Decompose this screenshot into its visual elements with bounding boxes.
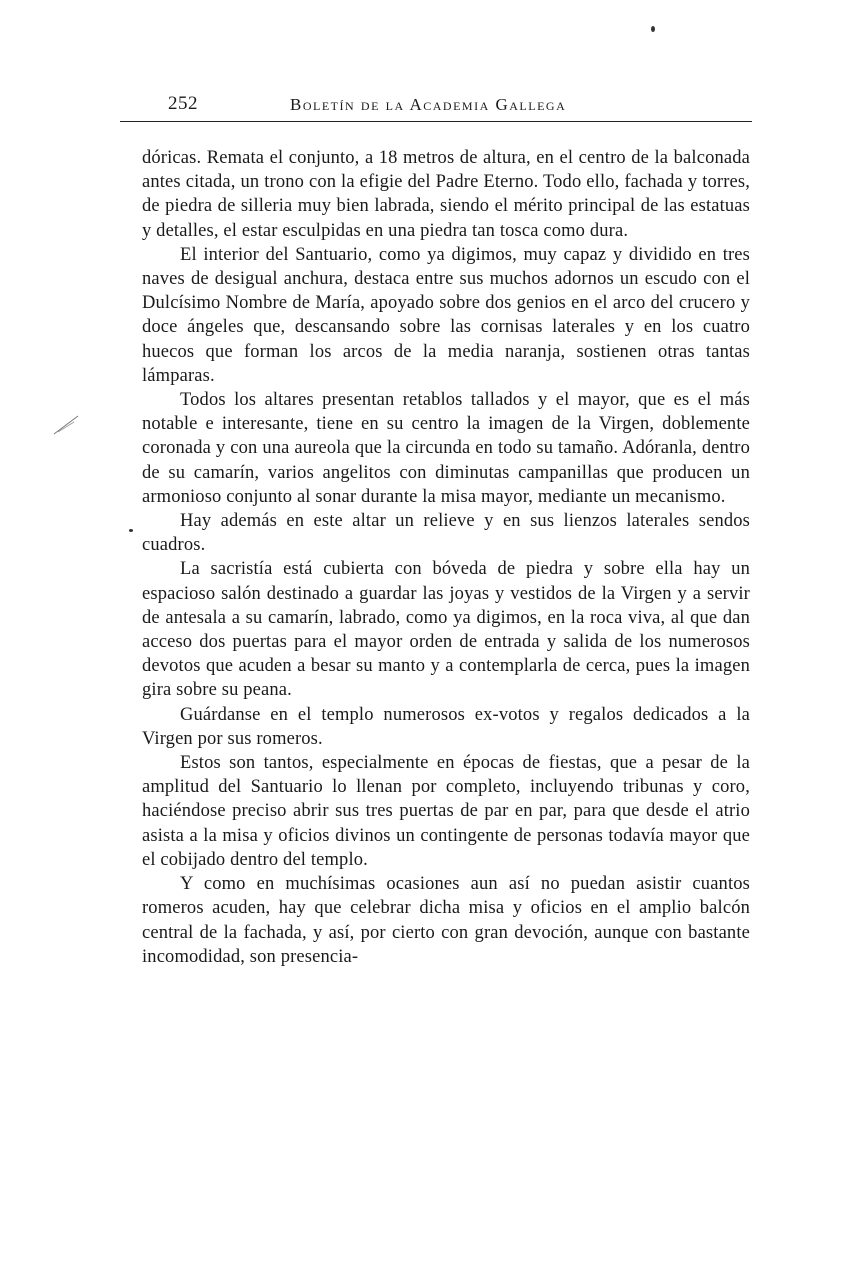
running-header xyxy=(120,93,752,122)
running-title: Boletín de la Academia Gallega xyxy=(290,95,567,114)
page-number: 252 xyxy=(168,93,198,114)
paragraph-7: Estos son tantos, especialmente en épocas de fiestas, que a pesar de la amplitud del Santuario lo llenan por completo, incluyendo tribunas y coro, haciéndose preciso abrir sus tres puertas de par en par, para que desde el atrio asista a la misa y oficios divinos un contingente de personas todavía mayor que el cobijado dentro del templo. xyxy=(142,753,750,870)
body-text xyxy=(142,146,750,969)
ink-speck xyxy=(129,529,133,532)
paragraph-8: Y como en muchísimas ocasiones aun así no puedan asistir cuantos romeros acuden, hay que celebrar dicha misa y oficios en el amplio balcón central de la fachada, y así, por cierto con gran devoción, aunque con bastante incomodidad, son presencia- xyxy=(142,874,750,967)
paragraph-4: Hay además en este altar un relieve y en sus lienzos laterales sendos cuadros. xyxy=(142,511,750,556)
paragraph-2: El interior del Santuario, como ya digimos, muy capaz y dividido en tres naves de desigual anchura, destaca entre sus muchos adornos un escudo con el Dulcísimo Nombre de María, apoyado sobre dos genios en el arco del crucero y doce ángeles que, descansando sobre las cornisas laterales y en los cuatro huecos que forman los arcos de la media naranja, sostienen otras tantas lámparas. xyxy=(142,244,750,386)
margin-mark xyxy=(52,412,82,436)
paragraph-1: dóricas. Remata el conjunto, a 18 metros de altura, en el centro de la balconada antes citada, un trono con la efigie del Padre Eterno. Todo ello, fachada y torres, de piedra de silleria muy bien labrada, siendo el mérito principal de las estatuas y detalles, el estar esculpidas en una piedra tan tosca como dura. xyxy=(142,148,750,241)
paragraph-3: Todos los altares presentan retablos tallados y el mayor, que es el más notable e interesante, tiene en su centro la imagen de la Virgen, doblemente coronada y con una aureola que la circunda en todo su tamaño. Adóranla, dentro de su camarín, varios angelitos con diminutas campanillas que producen un armonioso conjunto al sonar durante la misa mayor, mediante un mecanismo. xyxy=(142,390,750,507)
paragraph-6: Guárdanse en el templo numerosos ex-votos y regalos dedicados a la Virgen por sus romeros. xyxy=(142,704,750,749)
ink-speck xyxy=(651,26,655,32)
paragraph-5: La sacristía está cubierta con bóveda de piedra y sobre ella hay un espacioso salón destinado a guardar las joyas y vestidos de la Virgen y a servir de antesala a su camarín, labrado, como ya digimos, en la roca viva, al que dan acceso dos puertas para el mayor orden de entrada y salida de los numerosos devotos que acuden a besar su manto y a contemplarla de cerca, pues la imagen gira sobre su peana. xyxy=(142,559,750,701)
